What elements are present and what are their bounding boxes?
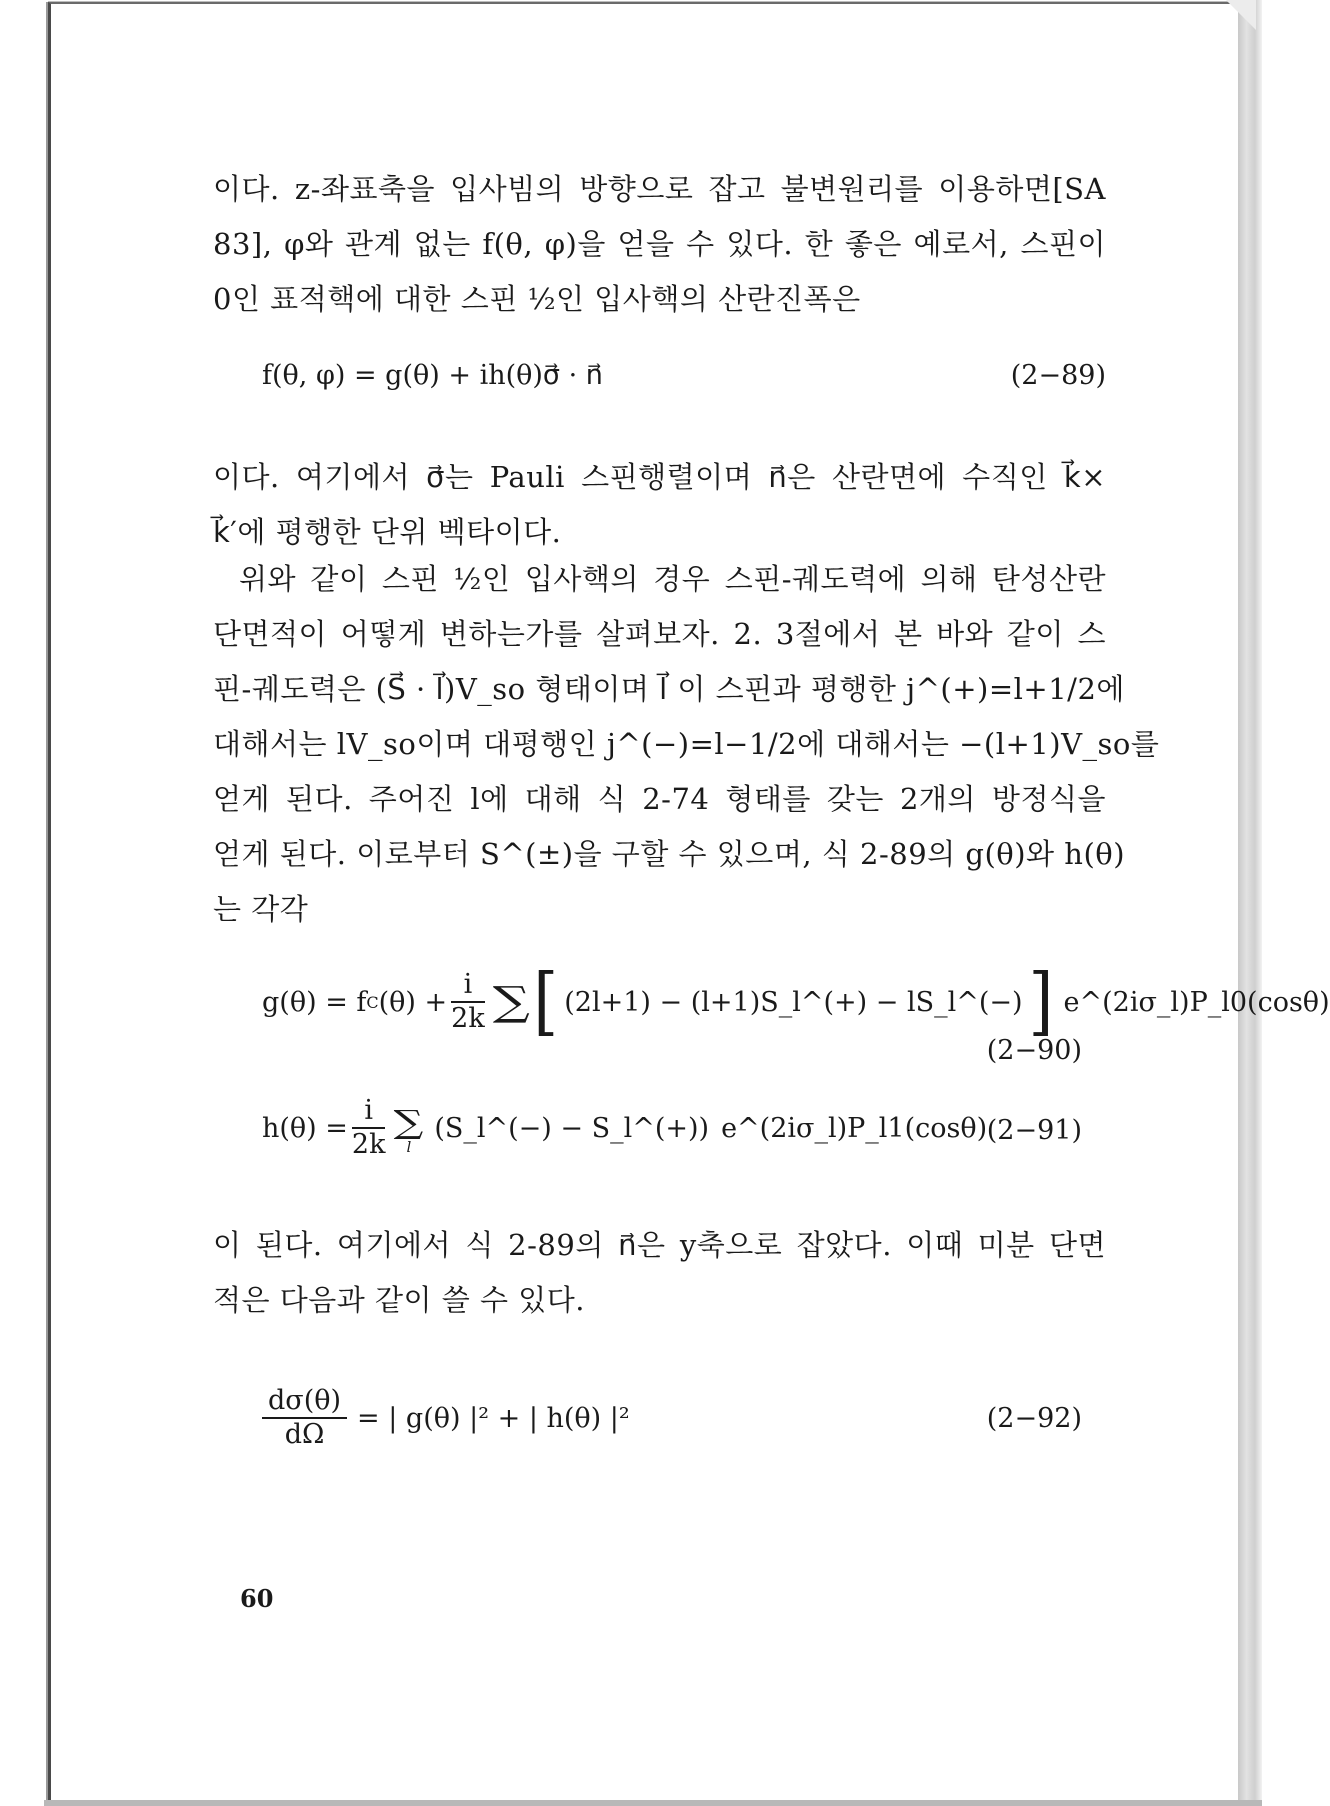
paragraph-2: [213, 450, 1106, 560]
page-edge-right: [1238, 0, 1262, 1806]
text-line: 얻게 된다. 이로부터 S^(±)을 구할 수 있으며, 식 2-89의 g(θ)와 h(θ): [213, 837, 1126, 871]
text-line: 적은 다음과 같이 쓸 수 있다.: [213, 1283, 585, 1317]
page-edge-bottom: [44, 1800, 1262, 1806]
text-line: 이다. 여기에서 σ⃗는 Pauli 스핀행렬이며 n⃗은 산란면에 수직인 k⃗×: [213, 460, 1106, 494]
text-line: 얻게 된다. 주어진 l에 대해 식 2-74 형태를 갖는 2개의 방정식을: [213, 782, 1106, 816]
summation: [394, 1103, 424, 1156]
text-line: 핀-궤도력은 (S⃗ · l⃗)V_so 형태이며 l⃗ 이 스핀과 평행한 j^(+)=l+1/2에: [213, 672, 1125, 706]
left-bracket: [: [533, 959, 559, 1045]
equation-subscript: C: [366, 992, 379, 1012]
page-corner-fold: [1226, 0, 1256, 30]
fraction: [451, 969, 485, 1035]
text-line: 이다. z-좌표축을 입사빔의 방향으로 잡고 불변원리를 이용하면[SA: [213, 172, 1106, 206]
equation-lhs-tail: (θ) +: [378, 986, 448, 1018]
summation-symbol: ∑: [394, 1103, 424, 1141]
equation-2-90: [262, 959, 1330, 1045]
summation-index: l: [406, 1138, 412, 1156]
fraction-numerator: dσ(θ): [262, 1385, 347, 1419]
equation-body: (S_l^(−) − S_l^(+)): [434, 1112, 710, 1144]
text-line: 0인 표적핵에 대한 스핀 ½인 입사핵의 산란진폭은: [213, 282, 861, 316]
equation-2-91: [262, 1095, 1082, 1175]
equation-number: (2−89): [1010, 360, 1106, 391]
equation-expression: f(θ, φ) = g(θ) + ih(θ)σ⃗ · n⃗: [262, 360, 603, 391]
equation-number: (2−92): [986, 1403, 1082, 1434]
paragraph-4: [213, 1218, 1106, 1328]
fraction-denominator: 2k: [451, 1003, 485, 1034]
text-line: k⃗′에 평행한 단위 벡타이다.: [213, 515, 562, 549]
equation-body: (2l+1) − (l+1)S_l^(+) − lS_l^(−): [564, 986, 1023, 1018]
equation-lhs: g(θ) = f: [262, 986, 367, 1018]
equation-rhs: = | g(θ) |² + | h(θ) |²: [357, 1402, 630, 1434]
equation-2-90-number-row: [262, 1035, 1082, 1075]
page-number: 60: [240, 1584, 274, 1613]
right-bracket: ]: [1028, 959, 1054, 1045]
equation-number: (2−91): [986, 1115, 1082, 1146]
paragraph-3: [213, 552, 1160, 937]
equation-number: (2−90): [986, 1035, 1082, 1066]
text-line: 단면적이 어떻게 변하는가를 살펴보자. 2. 3절에서 본 바와 같이 스: [213, 617, 1106, 651]
text-line: 는 각각: [213, 892, 309, 926]
equation-tail: e^(2iσ_l)P_l1(cosθ): [721, 1112, 988, 1144]
fraction-numerator: i: [451, 969, 485, 1003]
equation-2-89: [262, 360, 1106, 420]
text-line: 위와 같이 스핀 ½인 입사핵의 경우 스핀-궤도력에 의해 탄성산란: [239, 562, 1106, 596]
fraction-denominator: 2k: [351, 1129, 386, 1160]
fraction: [352, 1095, 386, 1161]
text-line: 대해서는 lV_so이며 대평행인 j^(−)=l−1/2에 대해서는 −(l+1)V_so를: [213, 727, 1160, 761]
fraction-denominator: dΩ: [284, 1419, 325, 1450]
equation-lhs: h(θ) =: [262, 1112, 348, 1144]
equation-tail: e^(2iσ_l)P_l0(cosθ): [1063, 986, 1330, 1018]
fraction: [262, 1385, 347, 1451]
text-line: 83], φ와 관계 없는 f(θ, φ)을 얻을 수 있다. 한 좋은 예로서, 스핀이: [213, 227, 1106, 261]
summation-symbol: ∑: [492, 979, 530, 1025]
paragraph-1: [213, 162, 1106, 327]
equation-2-92: [262, 1385, 1082, 1465]
text-line: 이 된다. 여기에서 식 2-89의 n⃗은 y축으로 잡았다. 이때 미분 단면: [213, 1228, 1106, 1262]
fraction-numerator: i: [352, 1095, 386, 1129]
